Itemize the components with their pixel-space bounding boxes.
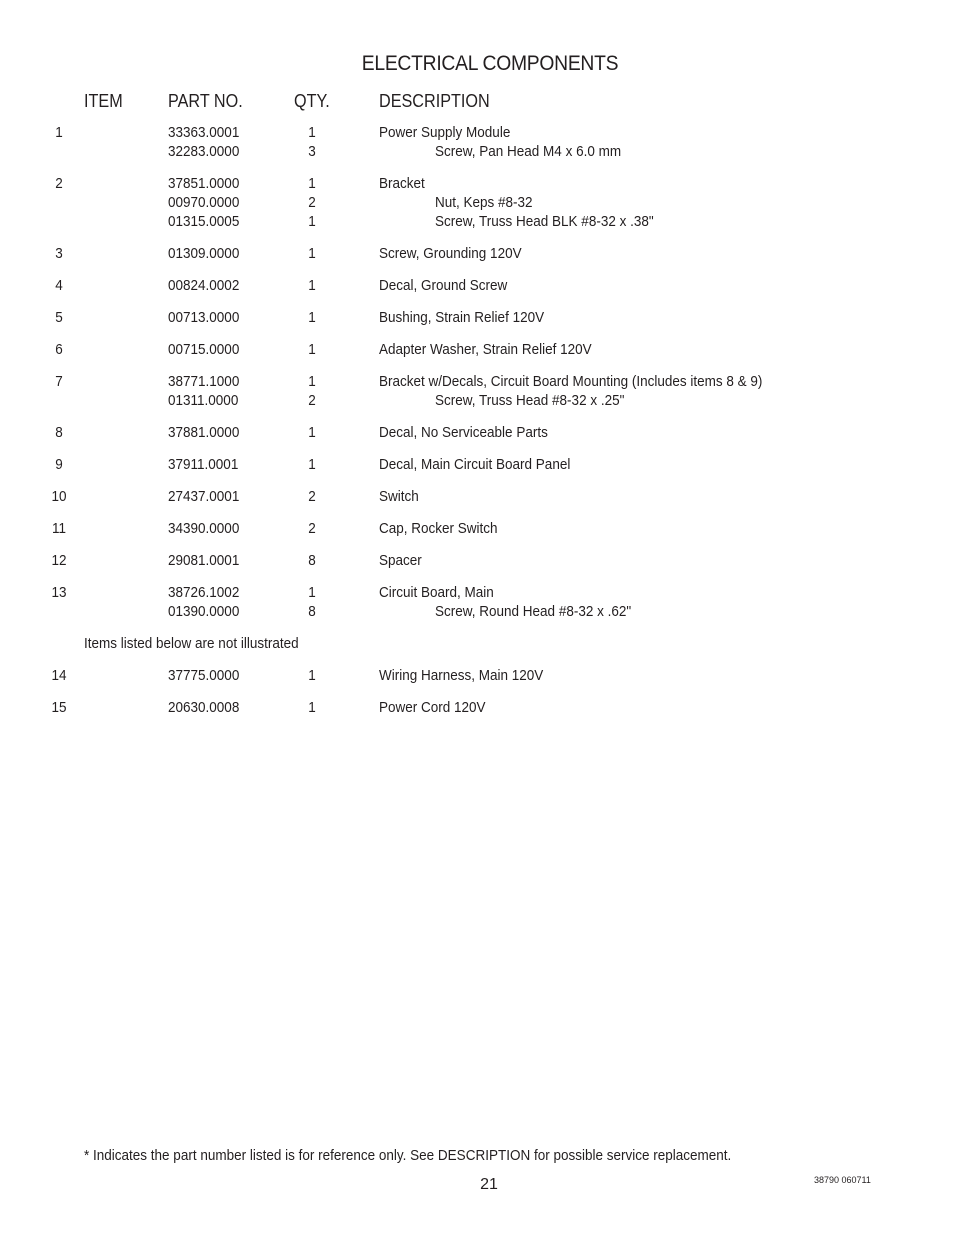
item-number: 5 <box>55 309 63 326</box>
part-number: 37775.0000 <box>168 667 240 684</box>
part-number: 34390.0000 <box>168 520 240 537</box>
sub-description: Screw, Truss Head #8-32 x .25" <box>435 392 625 409</box>
quantity: 1 <box>308 584 316 601</box>
quantity: 1 <box>308 456 316 473</box>
part-number: 29081.0001 <box>168 552 240 569</box>
item-number: 7 <box>55 373 63 390</box>
part-number: 01309.0000 <box>168 245 240 262</box>
quantity: 1 <box>308 175 316 192</box>
quantity: 1 <box>308 309 316 326</box>
page-number: 21 <box>480 1176 498 1193</box>
part-number: 00824.0002 <box>168 277 240 294</box>
header-qty: QTY. <box>294 91 330 111</box>
item-number: 11 <box>51 520 67 537</box>
not-illustrated-note: Items listed below are not illustrated <box>84 635 299 652</box>
quantity: 8 <box>308 552 316 569</box>
page-title: ELECTRICAL COMPONENTS <box>361 52 619 75</box>
description: Switch <box>379 488 419 505</box>
part-number: 38771.1000 <box>168 373 240 390</box>
item-number: 2 <box>55 175 63 192</box>
quantity: 1 <box>308 667 316 684</box>
item-number: 14 <box>51 667 67 684</box>
quantity: 1 <box>308 277 316 294</box>
part-number: 38726.1002 <box>168 584 240 601</box>
item-number: 15 <box>51 699 67 716</box>
part-number: 37851.0000 <box>168 175 240 192</box>
sub-description: Screw, Truss Head BLK #8-32 x .38" <box>435 213 654 230</box>
part-number: 01311.0000 <box>168 392 239 409</box>
description: Bracket w/Decals, Circuit Board Mounting (Includes items 8 & 9) <box>379 373 763 390</box>
sub-description: Screw, Pan Head M4 x 6.0 mm <box>435 143 622 160</box>
quantity: 2 <box>308 392 316 409</box>
description: Circuit Board, Main <box>379 584 494 601</box>
part-number: 01390.0000 <box>168 603 240 620</box>
item-number: 8 <box>55 424 63 441</box>
quantity: 1 <box>308 341 316 358</box>
part-number: 00713.0000 <box>168 309 240 326</box>
header-description: DESCRIPTION <box>379 91 490 111</box>
part-number: 27437.0001 <box>168 488 240 505</box>
reference-footnote: * Indicates the part number listed is for reference only. See DESCRIPTION for possible service replacement. <box>84 1147 732 1164</box>
item-number: 1 <box>55 124 63 141</box>
description: Decal, No Serviceable Parts <box>379 424 548 441</box>
quantity: 1 <box>308 373 316 390</box>
description: Power Supply Module <box>379 124 511 141</box>
description: Decal, Main Circuit Board Panel <box>379 456 571 473</box>
quantity: 1 <box>308 699 316 716</box>
item-number: 10 <box>51 488 67 505</box>
item-number: 12 <box>51 552 67 569</box>
sub-description: Screw, Round Head #8-32 x .62" <box>435 603 632 620</box>
description: Decal, Ground Screw <box>379 277 508 294</box>
part-number: 37911.0001 <box>168 456 239 473</box>
description: Bushing, Strain Relief 120V <box>379 309 545 326</box>
part-number: 33363.0001 <box>168 124 240 141</box>
quantity: 2 <box>308 488 316 505</box>
item-number: 13 <box>51 584 67 601</box>
header-item: ITEM <box>84 91 123 111</box>
quantity: 1 <box>308 424 316 441</box>
item-number: 6 <box>55 341 63 358</box>
quantity: 8 <box>308 603 316 620</box>
description: Spacer <box>379 552 422 569</box>
part-number: 32283.0000 <box>168 143 240 160</box>
header-part-no: PART NO. <box>168 91 243 111</box>
quantity: 1 <box>308 124 316 141</box>
part-number: 37881.0000 <box>168 424 240 441</box>
part-number: 00970.0000 <box>168 194 240 211</box>
document-code: 38790 060711 <box>814 1175 871 1185</box>
description: Cap, Rocker Switch <box>379 520 498 537</box>
part-number: 20630.0008 <box>168 699 240 716</box>
quantity: 2 <box>308 194 316 211</box>
part-number: 00715.0000 <box>168 341 240 358</box>
part-number: 01315.0005 <box>168 213 240 230</box>
description: Screw, Grounding 120V <box>379 245 522 262</box>
description: Bracket <box>379 175 425 192</box>
description: Power Cord 120V <box>379 699 486 716</box>
quantity: 2 <box>308 520 316 537</box>
item-number: 9 <box>55 456 63 473</box>
description: Adapter Washer, Strain Relief 120V <box>379 341 592 358</box>
quantity: 1 <box>308 213 316 230</box>
description: Wiring Harness, Main 120V <box>379 667 544 684</box>
item-number: 3 <box>55 245 63 262</box>
quantity: 1 <box>308 245 316 262</box>
item-number: 4 <box>55 277 63 294</box>
sub-description: Nut, Keps #8-32 <box>435 194 533 211</box>
quantity: 3 <box>308 143 316 160</box>
